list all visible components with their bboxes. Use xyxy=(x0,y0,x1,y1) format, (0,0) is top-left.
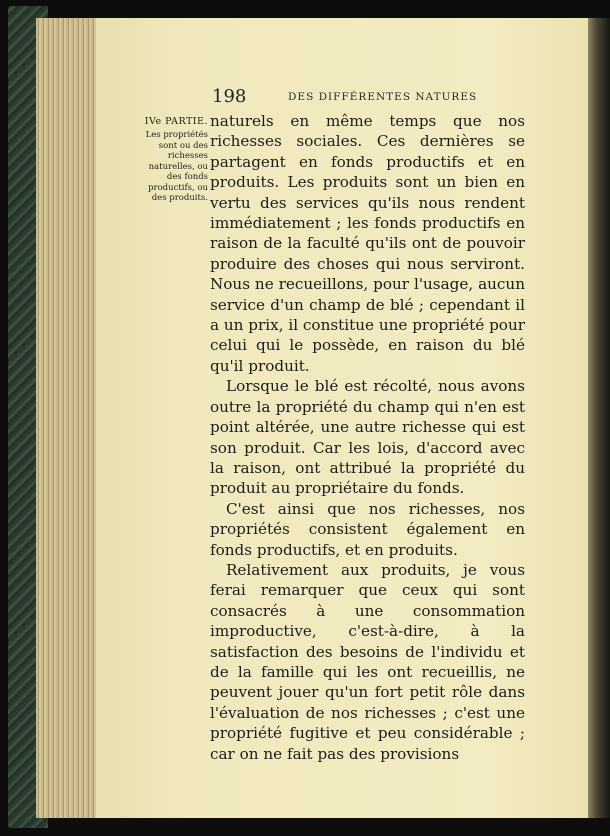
running-title: DES DIFFÉRENTES NATURES xyxy=(288,91,478,103)
paragraph: Relativement aux produits, je vous ferai remarquer que ceux qui sont consacrés à une consommation improductive, c'est-à-dire, à la satisfaction des besoins de l'individu et de la famille qui les ont recueillis, ne peuvent jouer qu'un fort petit rôle dans l'évaluation de nos richesses ; c'est une propriété fugitive et peu considérable ; car on ne fait pas des provisions xyxy=(210,560,525,763)
section-label: IVe PARTIE. xyxy=(144,116,208,127)
page-number: 198 xyxy=(212,86,247,107)
running-head xyxy=(212,86,512,106)
page-block-edges xyxy=(36,18,98,818)
paragraph: Lorsque le blé est récolté, nous avons outre la propriété du champ qui n'en est point altérée, une autre richesse qui est son produit. Car les lois, d'accord avec la raison, ont attribué la propriété du produit au propriétaire du fonds. xyxy=(210,377,525,498)
body-text xyxy=(210,111,525,764)
paragraph: naturels en même temps que nos richesses sociales. Ces dernières se partagent en fonds productifs et en produits. Les produits sont un bien en vertu des services qu'ils nous rendent immédiatement ; les fonds productifs en raison de la faculté qu'ils ont de pouvoir produire des choses qui nous serviront. Nous ne recueillons, pour l'usage, aucun service d'un champ de blé ; cependant il a un prix, il constitue une propriété pour celui qui le possède, en raison du blé qu'il produit. xyxy=(210,112,525,375)
gutter-shadow xyxy=(588,18,610,818)
margin-note xyxy=(140,116,208,204)
margin-gloss: Les propriétés sont ou des richesses naturelles, ou des fonds productifs, ou des produits. xyxy=(145,130,208,203)
paragraph: C'est ainsi que nos richesses, nos propriétés consistent également en fonds productifs, et en produits. xyxy=(210,499,525,559)
